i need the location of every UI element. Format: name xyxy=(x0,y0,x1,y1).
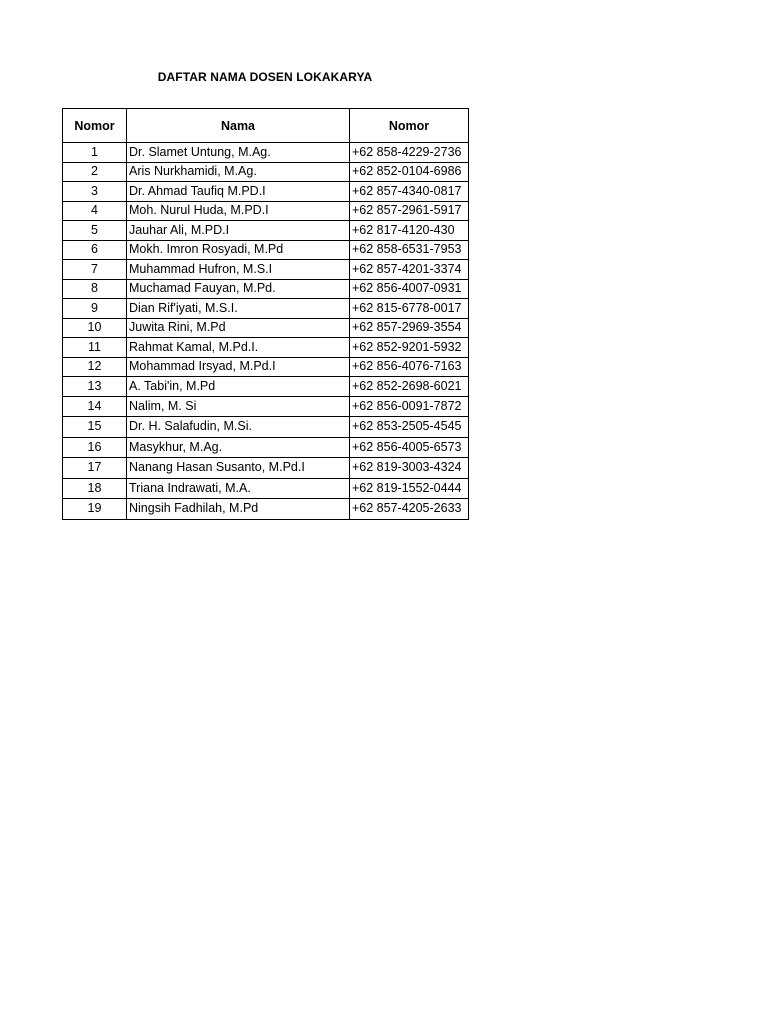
row-phone: +62 819-3003-4324 xyxy=(350,458,469,479)
table-row xyxy=(63,417,469,438)
row-number: 12 xyxy=(63,357,127,377)
table-row xyxy=(63,240,469,260)
row-name: Mokh. Imron Rosyadi, M.Pd xyxy=(127,240,350,260)
document-title: DAFTAR NAMA DOSEN LOKAKARYA xyxy=(157,70,373,84)
row-name: Triana Indrawati, M.A. xyxy=(127,478,350,499)
row-number: 10 xyxy=(63,318,127,338)
table-row xyxy=(63,396,469,417)
row-name: Juwita Rini, M.Pd xyxy=(127,318,350,338)
row-name: Moh. Nurul Huda, M.PD.I xyxy=(127,201,350,221)
row-number: 2 xyxy=(63,162,127,182)
row-phone: +62 856-4076-7163 xyxy=(350,357,469,377)
row-name: Nanang Hasan Susanto, M.Pd.I xyxy=(127,458,350,479)
row-phone: +62 858-4229-2736 xyxy=(350,143,469,163)
table-row xyxy=(63,299,469,319)
row-number: 16 xyxy=(63,437,127,458)
row-name: Rahmat Kamal, M.Pd.I. xyxy=(127,338,350,358)
row-phone: +62 815-6778-0017 xyxy=(350,299,469,319)
table-row xyxy=(63,478,469,499)
row-phone: +62 857-4205-2633 xyxy=(350,499,469,520)
row-phone: +62 858-6531-7953 xyxy=(350,240,469,260)
header-number: Nomor xyxy=(63,109,127,143)
row-name: Dr. H. Salafudin, M.Si. xyxy=(127,417,350,438)
row-number: 14 xyxy=(63,396,127,417)
row-name: Dian Rif'iyati, M.S.I. xyxy=(127,299,350,319)
table-body xyxy=(63,143,469,520)
table-row xyxy=(63,260,469,280)
row-name: Jauhar Ali, M.PD.I xyxy=(127,221,350,241)
row-name: Mohammad Irsyad, M.Pd.I xyxy=(127,357,350,377)
table-row xyxy=(63,318,469,338)
row-number: 3 xyxy=(63,182,127,202)
row-number: 6 xyxy=(63,240,127,260)
row-name: Muhammad Hufron, M.S.I xyxy=(127,260,350,280)
row-number: 5 xyxy=(63,221,127,241)
row-name: Dr. Ahmad Taufiq M.PD.I xyxy=(127,182,350,202)
row-phone: +62 857-4340-0817 xyxy=(350,182,469,202)
table-row xyxy=(63,377,469,397)
row-phone: +62 852-0104-6986 xyxy=(350,162,469,182)
row-number: 4 xyxy=(63,201,127,221)
row-number: 8 xyxy=(63,279,127,299)
row-number: 7 xyxy=(63,260,127,280)
row-number: 9 xyxy=(63,299,127,319)
table-row xyxy=(63,458,469,479)
row-name: A. Tabi'in, M.Pd xyxy=(127,377,350,397)
row-name: Muchamad Fauyan, M.Pd. xyxy=(127,279,350,299)
table-row xyxy=(63,357,469,377)
table-header-row xyxy=(63,109,469,143)
row-phone: +62 856-4005-6573 xyxy=(350,437,469,458)
row-phone: +62 857-2969-3554 xyxy=(350,318,469,338)
row-name: Dr. Slamet Untung, M.Ag. xyxy=(127,143,350,163)
row-phone: +62 852-2698-6021 xyxy=(350,377,469,397)
row-number: 19 xyxy=(63,499,127,520)
row-number: 15 xyxy=(63,417,127,438)
row-phone: +62 817-4120-430 xyxy=(350,221,469,241)
row-phone: +62 852-9201-5932 xyxy=(350,338,469,358)
row-name: Aris Nurkhamidi, M.Ag. xyxy=(127,162,350,182)
lecturer-table xyxy=(62,108,469,520)
row-name: Masykhur, M.Ag. xyxy=(127,437,350,458)
row-number: 17 xyxy=(63,458,127,479)
row-phone: +62 819-1552-0444 xyxy=(350,478,469,499)
row-phone: +62 857-4201-3374 xyxy=(350,260,469,280)
row-phone: +62 857-2961-5917 xyxy=(350,201,469,221)
table-row xyxy=(63,143,469,163)
table-row xyxy=(63,279,469,299)
row-phone: +62 856-4007-0931 xyxy=(350,279,469,299)
table-row xyxy=(63,437,469,458)
row-number: 18 xyxy=(63,478,127,499)
row-phone: +62 853-2505-4545 xyxy=(350,417,469,438)
row-phone: +62 856-0091-7872 xyxy=(350,396,469,417)
row-number: 1 xyxy=(63,143,127,163)
table-row xyxy=(63,162,469,182)
row-number: 13 xyxy=(63,377,127,397)
row-name: Nalim, M. Si xyxy=(127,396,350,417)
table-row xyxy=(63,182,469,202)
table-row xyxy=(63,221,469,241)
row-number: 11 xyxy=(63,338,127,358)
table-row xyxy=(63,338,469,358)
header-name: Nama xyxy=(127,109,350,143)
header-phone: Nomor xyxy=(350,109,469,143)
table-row xyxy=(63,201,469,221)
row-name: Ningsih Fadhilah, M.Pd xyxy=(127,499,350,520)
table-row xyxy=(63,499,469,520)
